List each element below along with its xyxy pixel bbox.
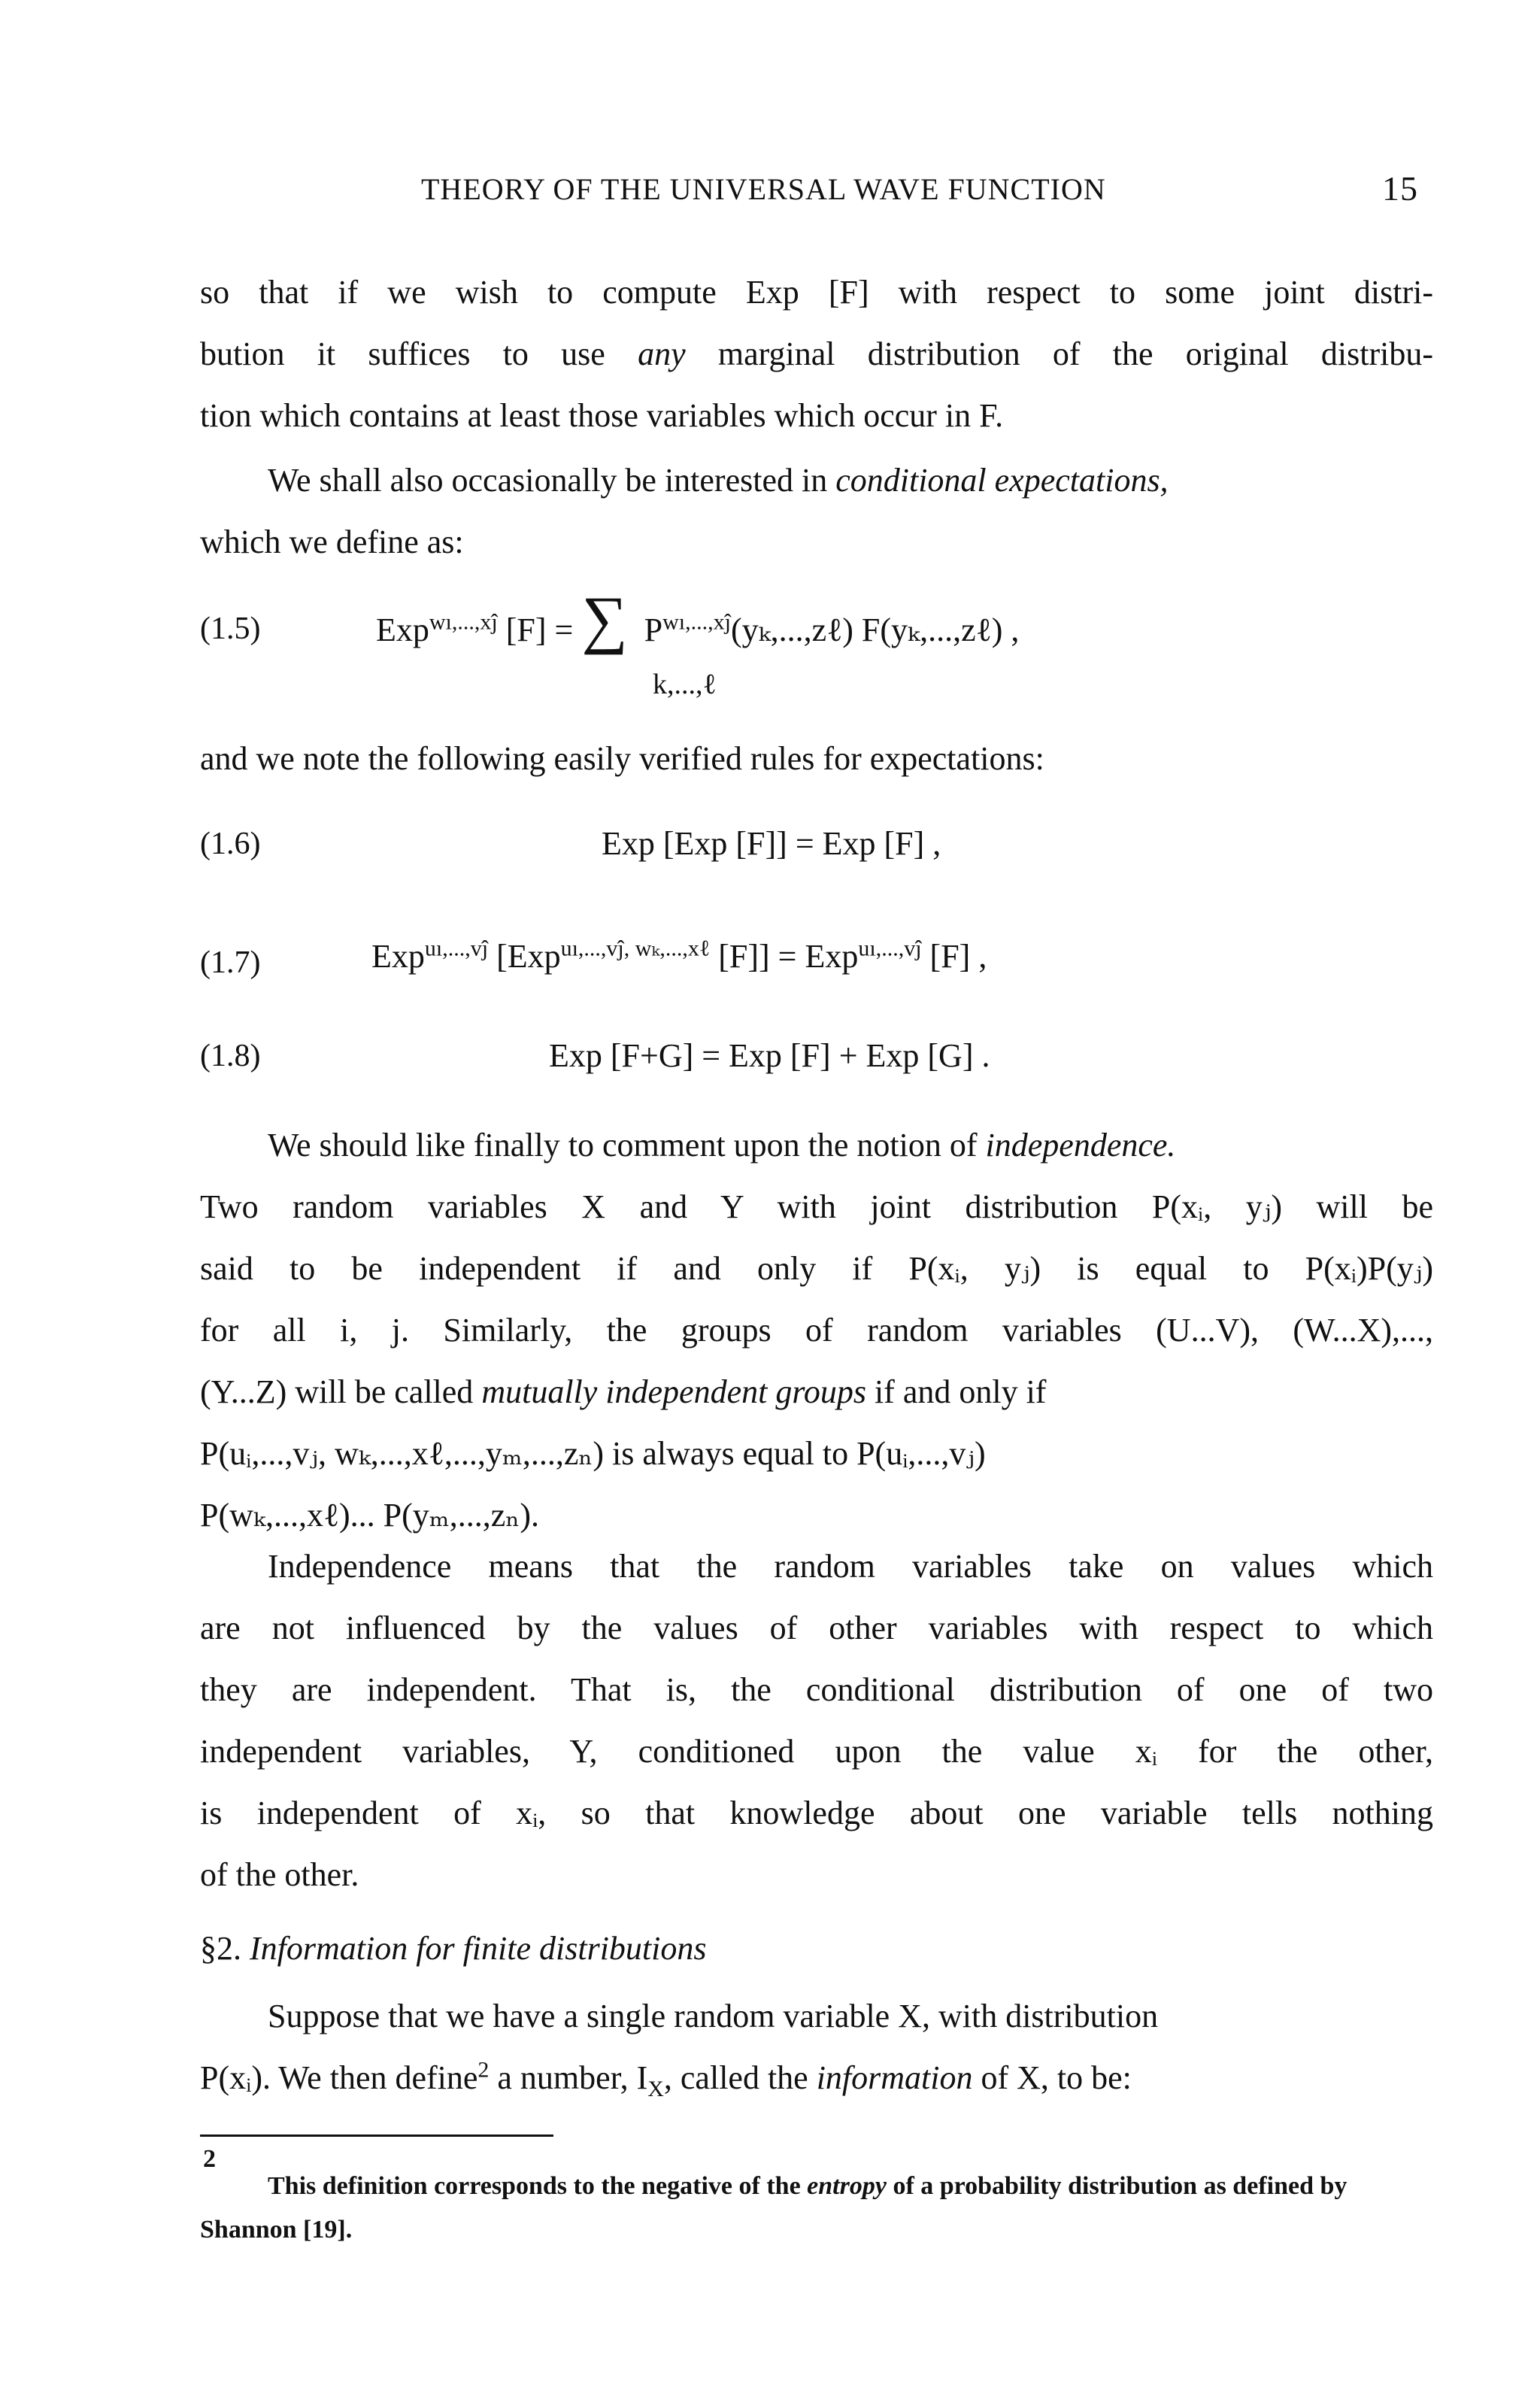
equation-1-8: Exp [F+G] = Exp [F] + Exp [G] . <box>549 1037 990 1074</box>
section-heading <box>200 1929 707 1968</box>
running-title: THEORY OF THE UNIVERSAL WAVE FUNCTION <box>421 172 1106 206</box>
text-line: We should like finally to comment upon the notion of independence. <box>268 1127 1176 1164</box>
text-line: and we note the following easily verified rules for expectations: <box>200 740 1044 777</box>
paragraph-marginal-distribution <box>200 262 1433 447</box>
text-line: Independence means that the random variables take on values which <box>268 1548 1433 1585</box>
text-line: We shall also occasionally be interested in conditional expectations, <box>268 462 1169 499</box>
text-line: P(xᵢ). We then define$^2$ a number, $I_X$, called the information of X, to be: <box>200 2057 1132 2101</box>
emphasis: mutually independent groups <box>481 1373 866 1410</box>
paragraph-conditional-expectations <box>200 450 1433 573</box>
text-line: is independent of xᵢ, so that knowledge about one variable tells nothing <box>200 1795 1433 1831</box>
paragraph-information-definition <box>200 1986 1433 2109</box>
equation-1-5: Exp$^{wı,...,xĵ}$ [F] = ∑ $P^{wı,...,xĵ}(y_k,...,z\ell)$ F(yₖ,...,zℓ) , <box>376 583 1020 655</box>
text-line: they are independent. That is, the conditional distribution of one of two <box>200 1671 1433 1708</box>
text-line: so that if we wish to compute Exp [F] with respect to some joint distri- <box>200 274 1433 311</box>
footnote-mark: 2 <box>203 2145 216 2173</box>
emphasis: information <box>816 2059 973 2096</box>
section-number: §2. <box>200 1930 250 1967</box>
footnote-text: This definition corresponds to the negative of the entropy of a probability distribution as defined by Shannon [19]. <box>200 2172 1348 2244</box>
paragraph-independence-meaning <box>200 1536 1433 1906</box>
summation-sign: ∑ <box>581 583 628 655</box>
text-line: said to be independent if and only if P(xᵢ, yⱼ) is equal to P(xᵢ)P(yⱼ) <box>200 1250 1433 1287</box>
emphasis: independence. <box>985 1127 1176 1164</box>
page-number: 15 <box>1382 169 1418 208</box>
equation-number-1-5: (1.5) <box>200 611 261 646</box>
text-line: are not influenced by the values of other variables with respect to which <box>200 1610 1433 1646</box>
section-title: Information for finite distributions <box>250 1930 707 1967</box>
text-line: P(wₖ,...,xℓ)... P(yₘ,...,zₙ). <box>200 1497 539 1534</box>
paragraph-rules <box>200 728 1433 790</box>
equation-1-7: Exp$^{uı,...,vĵ}$ [Exp$^{uı,...,vĵ, w_k,...,x\ell}$ [F]] = Exp$^{uı,...,vĵ}$ [F] , <box>371 936 987 975</box>
text-line: (Y...Z) will be called mutually independent groups if and only if <box>200 1373 1047 1410</box>
text-line: Suppose that we have a single random variable X, with distribution <box>268 1998 1159 2034</box>
footnote-rule <box>200 2134 553 2137</box>
equation-number-1-7: (1.7) <box>200 945 261 980</box>
paragraph-independence <box>200 1115 1433 1546</box>
text-line: of the other. <box>200 1856 359 1893</box>
text-line: Two random variables X and Y with joint distribution P(xᵢ, yⱼ) will be <box>200 1188 1433 1225</box>
text-line: for all i, j. Similarly, the groups of random variables (U...V), (W...X),..., <box>200 1312 1433 1349</box>
emphasis: any <box>638 335 686 372</box>
equation-number-1-8: (1.8) <box>200 1039 261 1073</box>
text-line: independent variables, Y, conditioned upon the value xᵢ for the other, <box>200 1733 1433 1770</box>
emphasis: conditional expectations, <box>835 462 1169 499</box>
text-line: tion which contains at least those variables which occur in F. <box>200 397 1004 434</box>
equation-1-6: Exp [Exp [F]] = Exp [F] , <box>602 825 941 862</box>
text-line: which we define as: <box>200 523 464 560</box>
equation-number-1-6: (1.6) <box>200 827 261 861</box>
summation-subscript: k,...,ℓ <box>653 669 717 700</box>
text-line: P(uᵢ,...,vⱼ, wₖ,...,xℓ,...,yₘ,...,zₙ) is always equal to P(uᵢ,...,vⱼ) <box>200 1435 986 1472</box>
footnote-reference[interactable]: 2 <box>477 2057 490 2083</box>
emphasis: entropy <box>807 2172 887 2200</box>
text-line: bution it suffices to use any marginal distribution of the original distribu- <box>200 335 1433 372</box>
